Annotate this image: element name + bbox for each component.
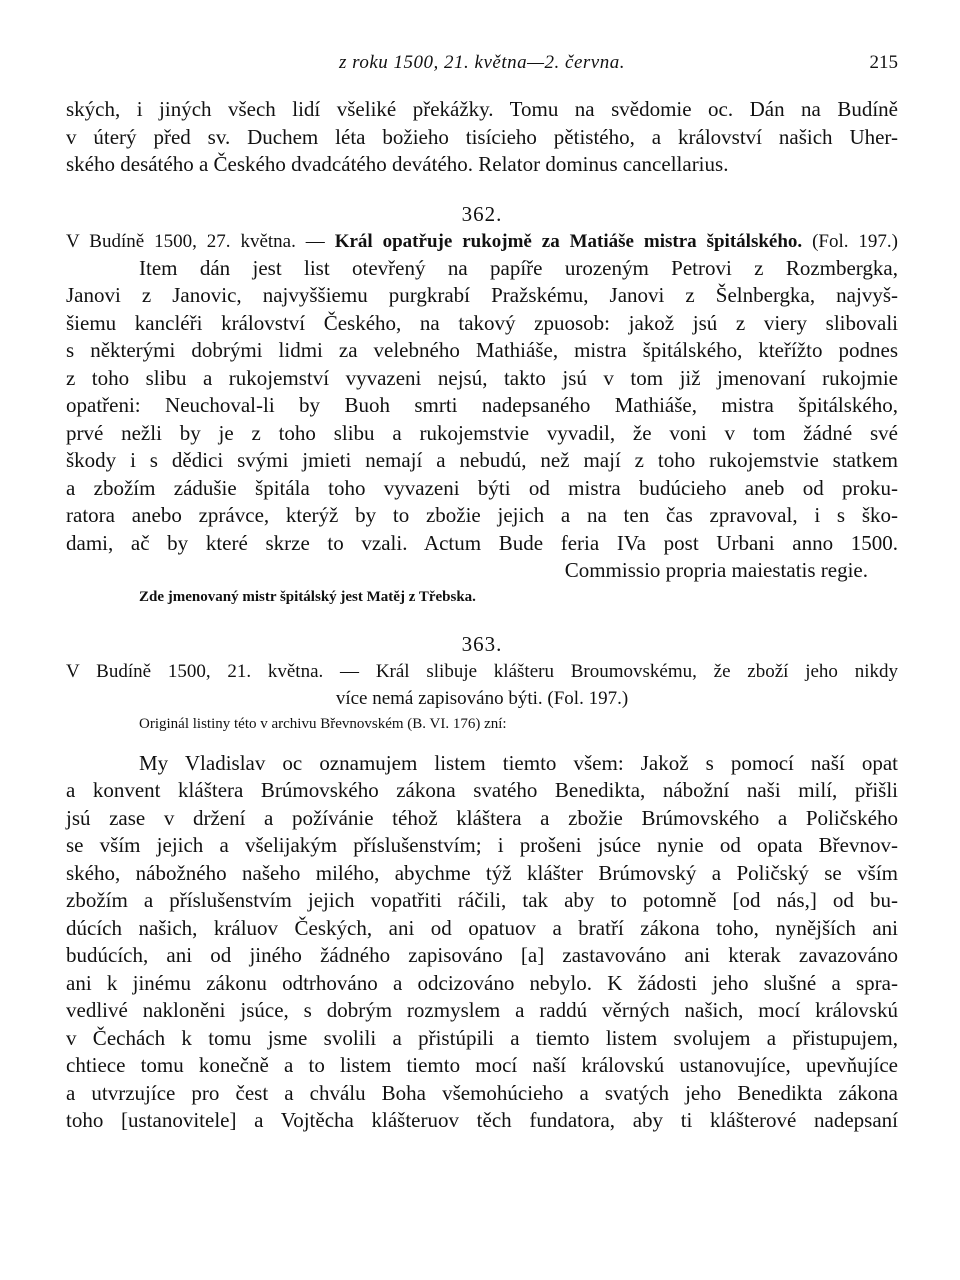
text-line: a konvent kláštera Brúmovského zákona svatého Benedikta, nábožní naši milí, přišli: [66, 778, 898, 802]
text-line: ratora anebo zprávce, kterýž by to zbožie jejich a na ten čas zpravoval, i s ško-: [66, 503, 898, 527]
text-line: budúcích, ani od jiného žádného zapisováno [a] zastavováno ani kterak zavazováno: [66, 943, 898, 967]
document-text: [66, 750, 898, 1135]
page-body: [66, 96, 898, 1135]
heading-reference: (Fol. 197.): [812, 230, 898, 252]
intro-paragraph: [66, 96, 898, 179]
text-line: a zbožím zádušie špitála toho vyvazeni býti od mistra budúcieho aneb od proku-: [66, 475, 898, 500]
editorial-note: [66, 585, 898, 609]
note-text: Zde jmenovaný mistr špitálský jest Matěj z Třebska.: [139, 588, 476, 605]
text-line: Item dán jest list otevřený na papíře urozeným Petrovi z Rozmbergka,: [139, 255, 898, 280]
text-line: a utvrzujíce pro čest a chválu Boha všemohúcieho a svatých jeho Benedikta zákona: [66, 1080, 898, 1105]
text-line: z toho slibu a rukojemství vyvazeni nejsú, takto jsú v tom již jmenovaní rukojmie: [66, 365, 898, 390]
heading-summary: Král opatřuje rukojmě za Matiáše mistra špitálského.: [334, 230, 803, 252]
text-line: jsú zase v držení a požívánie téhož kláštera a zbožie Brúmovského a Poličského: [66, 805, 898, 830]
document-heading: [66, 228, 898, 255]
page-number: 215: [869, 52, 898, 73]
text-line: ského desátého a Českého dvadcátého devátého. Relator dominus cancellarius.: [66, 152, 729, 176]
text-line: s některými dobrými lidmi za velebného Mathiáše, mistra špitálského, kteřížto podnes: [66, 338, 898, 362]
text-line: dúcích našich, králuov Českých, ani od opatuov a bratří zákona toho, nynějších ani: [66, 915, 898, 940]
text-line: ani k jinému zákonu odtrhováno a odcizováno nebylo. K žádosti jeho slušné a spra-: [66, 970, 898, 995]
document-text: [66, 255, 898, 585]
spacer: [66, 609, 898, 631]
text-line: vedlivé nakloněni jsúce, s dobrým rozmyslem a raddú věrných našich, mocí královskú: [66, 998, 898, 1022]
spacer: [66, 736, 898, 750]
text-line: v Čechách k tomu jsme svolili a přistúpili a tiemto listem svolujem a přistupujem,: [66, 1025, 898, 1050]
signature-line: Commissio propria maiestatis regie.: [564, 558, 868, 582]
text-line: se vším jejich a všelijakým příslušenstvím; i prošeni jsúce nynie od opata Břevnov-: [66, 833, 898, 857]
document-heading: V Budíně 1500, 21. května. — Král slibuje klášteru Broumovskému, že zboží jeho nikdy: [66, 660, 898, 682]
text-line: opatřeni: Neuchoval-li by Buoh smrti nadepsaného Mathiáše, mistra špitálského,: [66, 393, 898, 417]
document-number: 362.: [461, 201, 503, 226]
text-line: toho [ustanovitele] a Vojtěcha klášteruov těch fundatora, aby ti klášterové nadepsaní: [66, 1108, 898, 1132]
text-line: chtiece tomu konečně a to listem tiemto mocí naší královskú ustanovujíce, upevňujíce: [66, 1053, 898, 1077]
text-line: šiemu kancléři království Českého, na takový zpuosob: jakož jsú z viery slibovali: [66, 310, 898, 335]
spacer: [66, 179, 898, 201]
page-header: [66, 52, 898, 82]
heading-place: V Budíně 1500, 27. května. —: [66, 230, 325, 252]
document-heading-continuation: více nemá zapisováno býti. (Fol. 197.): [335, 687, 629, 709]
text-line: v úterý před sv. Duchem léta božieho tisícieho pětistého, a království našich Uher-: [66, 124, 898, 149]
text-line: škody i s dědici svými jmieti nemají a nebudú, než mají z toho rukojemstvie statkem: [66, 448, 898, 472]
text-line: ského, nábožného našeho milého, abychme týž klášter Brúmovský a Poličský se vším: [66, 860, 898, 885]
text-line: dami, ač by které skrze to vzali. Actum Bude feria IVa post Urbani anno 1500.: [66, 530, 898, 555]
document-number: 363.: [461, 631, 503, 656]
text-line: Janovi z Janovic, najvyššiemu purgkrabí Pražskému, Janovi z Šelnbergka, najvyš-: [66, 283, 898, 307]
running-title: z roku 1500, 21. května—2. června.: [339, 52, 625, 73]
text-line: ských, i jiných všech lidí všeliké překážky. Tomu na svědomie oc. Dán na Budíně: [66, 97, 898, 121]
text-line: prvé nežli by je z toho slibu a rukojemstvie vyvadil, že voni v tom žádné své: [66, 420, 898, 445]
source-note: Originál listiny této v archivu Břevnovském (B. VI. 176) zní:: [139, 715, 507, 732]
text-line: zbožím a příslušenstvím jejich vopatřiti ráčili, tak aby to potomně [od nás,] od bu-: [66, 888, 898, 912]
text-line: My Vladislav oc oznamujem listem tiemto všem: Jakož s pomocí naší opat: [139, 750, 898, 775]
